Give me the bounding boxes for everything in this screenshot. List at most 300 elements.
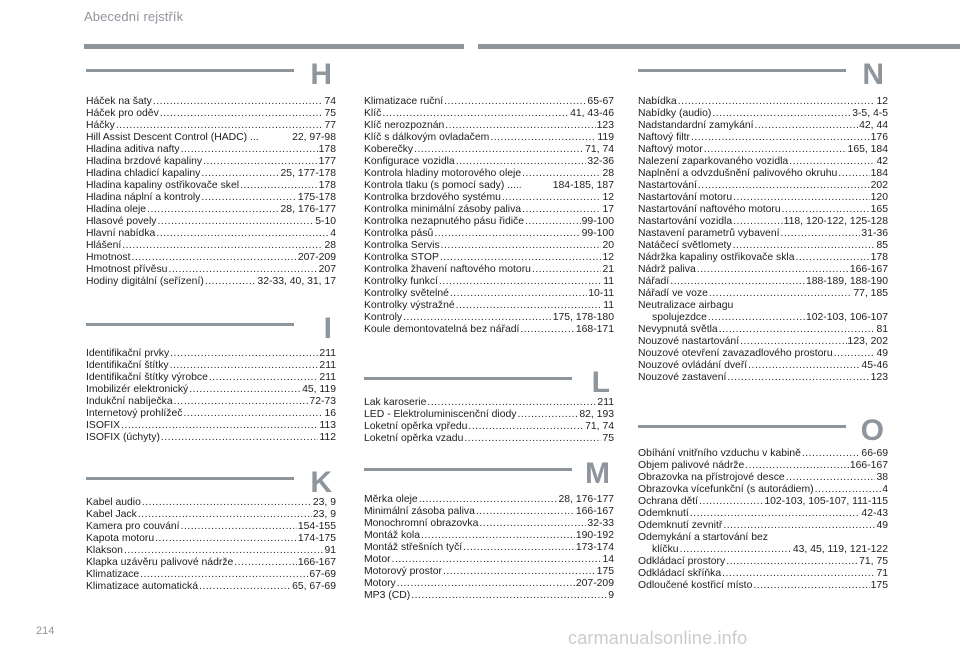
index-entry bbox=[364, 506, 614, 518]
dot-leader bbox=[502, 192, 602, 204]
index-entry bbox=[638, 264, 888, 276]
entry-term: Konfigurace vozidla bbox=[364, 156, 455, 167]
dot-leader bbox=[131, 252, 296, 264]
dot-leader bbox=[205, 276, 257, 288]
dot-leader bbox=[468, 421, 584, 433]
index-entry bbox=[638, 544, 888, 556]
entry-page-ref: 178 bbox=[318, 144, 336, 155]
entry-page-ref: 75 bbox=[324, 108, 336, 119]
entry-page-ref: 28 bbox=[602, 168, 614, 179]
entry-page-ref: 10-11 bbox=[588, 288, 614, 299]
index-entry bbox=[638, 156, 888, 168]
section-letter: O bbox=[860, 414, 884, 447]
entry-term: Klakson bbox=[86, 545, 123, 556]
dot-leader bbox=[490, 132, 596, 144]
dot-leader bbox=[753, 580, 869, 592]
entry-page-ref: 11 bbox=[603, 276, 614, 287]
dot-leader bbox=[786, 472, 876, 484]
entry-page-ref: 177 bbox=[318, 156, 336, 167]
dot-leader bbox=[181, 521, 297, 533]
entry-term: Nastartování motoru bbox=[638, 192, 733, 203]
section-letter: L bbox=[591, 366, 610, 399]
entry-term: Kontrolka Servis bbox=[364, 240, 440, 251]
entry-page-ref: 65, 67-69 bbox=[292, 581, 336, 592]
dot-leader bbox=[796, 252, 870, 264]
index-entry bbox=[86, 372, 336, 384]
entry-term: Koule demontovatelná bez nářadí bbox=[364, 324, 520, 335]
entry-term: Klapka uzávěru palivové nádrže bbox=[86, 557, 234, 568]
index-entry bbox=[86, 240, 336, 252]
index-entry bbox=[364, 192, 614, 204]
entry-page-ref: 41, 43-46 bbox=[570, 108, 614, 119]
index-entry bbox=[364, 180, 614, 192]
entry-page-ref: 154-155 bbox=[297, 521, 336, 532]
section-divider bbox=[86, 323, 294, 326]
dot-leader bbox=[690, 508, 861, 520]
entry-page-ref: 123, 202 bbox=[847, 336, 888, 347]
entry-page-ref: 45-46 bbox=[861, 360, 888, 371]
index-entry bbox=[638, 532, 888, 544]
index-entry bbox=[364, 144, 614, 156]
entry-term: Loketní opěrka vzadu bbox=[364, 433, 464, 444]
entry-page-ref: 190-192 bbox=[575, 530, 614, 541]
section-l bbox=[364, 366, 614, 444]
dot-leader bbox=[124, 545, 323, 557]
entry-term: Nouzové otevření zavazadlového prostoru bbox=[638, 348, 833, 359]
index-entry bbox=[364, 264, 614, 276]
dot-leader bbox=[209, 372, 319, 384]
dot-leader bbox=[815, 484, 882, 496]
page-header-title: Abecední rejstřík bbox=[84, 9, 184, 24]
entry-page-ref: 28, 176-177 bbox=[558, 494, 614, 505]
entry-page-ref: 32-33 bbox=[587, 518, 614, 529]
dot-leader bbox=[445, 120, 595, 132]
index-entry bbox=[86, 216, 336, 228]
dot-leader bbox=[733, 216, 782, 228]
section-header bbox=[638, 58, 888, 91]
index-entry bbox=[364, 252, 614, 264]
entry-term: Hladina chladicí kapaliny bbox=[86, 168, 201, 179]
dot-leader bbox=[138, 509, 312, 521]
dot-leader bbox=[802, 448, 861, 460]
index-entry bbox=[86, 348, 336, 360]
entry-page-ref: 71, 74 bbox=[585, 421, 614, 432]
entry-page-ref: 113 bbox=[319, 420, 336, 431]
entry-term: Kontrolka nezapnutého pásu řidiče bbox=[364, 216, 525, 227]
entry-term: Hlasové povely bbox=[86, 216, 157, 227]
entry-term: Nádrž paliva bbox=[638, 264, 696, 275]
entry-page-ref: 11 bbox=[603, 300, 614, 311]
index-entry bbox=[364, 566, 614, 578]
dot-leader bbox=[189, 384, 301, 396]
entry-page-ref: 175 bbox=[870, 580, 888, 591]
entry-page-ref: 31-36 bbox=[861, 228, 888, 239]
dot-leader bbox=[419, 494, 558, 506]
entry-term: Obrazovka vícefunkční (s autorádiem) bbox=[638, 484, 814, 495]
entry-list bbox=[638, 96, 888, 384]
entry-term: Identifikační štítky výrobce bbox=[86, 372, 208, 383]
entry-term: Nářadí bbox=[638, 276, 670, 287]
index-entry bbox=[364, 288, 614, 300]
index-entry bbox=[86, 180, 336, 192]
dot-leader bbox=[699, 496, 763, 508]
entry-page-ref: 71, 74 bbox=[585, 144, 614, 155]
section-letter: I bbox=[323, 312, 332, 345]
entry-term: Nouzové zastavení bbox=[638, 372, 727, 383]
entry-term: Nastartování vozidla bbox=[638, 216, 733, 227]
entry-page-ref: 9 bbox=[608, 590, 614, 601]
entry-term: Neutralizace airbagu bbox=[638, 300, 734, 311]
dot-leader bbox=[708, 312, 805, 324]
entry-page-ref: 91 bbox=[324, 545, 336, 556]
entry-term: Imobilizér elektronický bbox=[86, 384, 189, 395]
section-h bbox=[86, 58, 336, 287]
index-entry bbox=[638, 192, 888, 204]
entry-page-ref: 178 bbox=[318, 180, 336, 191]
index-entry bbox=[638, 348, 888, 360]
index-entry bbox=[86, 533, 336, 545]
entry-page-ref: 174-175 bbox=[297, 533, 336, 544]
entry-term: Kontrolka žhavení naftového motoru bbox=[364, 264, 531, 275]
dot-leader bbox=[525, 216, 581, 228]
section-letter: M bbox=[585, 457, 610, 490]
entry-page-ref: 4 bbox=[882, 484, 888, 495]
dot-leader bbox=[476, 506, 575, 518]
index-entry bbox=[638, 520, 888, 532]
dot-leader bbox=[203, 156, 318, 168]
entry-term: spolujezdce bbox=[652, 312, 707, 323]
index-entry bbox=[364, 228, 614, 240]
entry-term: Lak karoserie bbox=[364, 397, 427, 408]
dot-leader bbox=[421, 530, 575, 542]
section-i bbox=[86, 312, 336, 443]
index-entry bbox=[86, 432, 336, 444]
entry-term: Háček na šaty bbox=[86, 96, 152, 107]
entry-page-ref: 14 bbox=[602, 554, 614, 565]
index-entry bbox=[638, 276, 888, 288]
entry-term: Hill Assist Descent Control (HADC) ... bbox=[86, 132, 259, 143]
entry-list bbox=[638, 448, 888, 592]
entry-term: Indukční nabíječka bbox=[86, 396, 173, 407]
entry-page-ref: 102-103, 105-107, 111-115 bbox=[764, 496, 888, 507]
entry-page-ref: 12 bbox=[602, 252, 614, 263]
entry-term: Odkládací skříňka bbox=[638, 568, 722, 579]
section-header bbox=[638, 414, 888, 447]
index-entry bbox=[364, 421, 614, 433]
index-entry bbox=[364, 530, 614, 542]
entry-term: MP3 (CD) bbox=[364, 590, 411, 601]
dot-leader bbox=[834, 348, 876, 360]
index-entry bbox=[86, 132, 336, 144]
entry-term: klíčku bbox=[652, 544, 679, 555]
dot-leader bbox=[153, 96, 324, 108]
dot-leader bbox=[532, 264, 602, 276]
index-entry bbox=[638, 288, 888, 300]
entry-term: Obíhání vnitřního vzduchu v kabině bbox=[638, 448, 801, 459]
entry-term: Odemykání a startování bez bbox=[638, 532, 768, 543]
entry-page-ref: 178 bbox=[870, 252, 888, 263]
index-entry bbox=[364, 578, 614, 590]
entry-term: Nabídka bbox=[638, 96, 677, 107]
dot-leader bbox=[142, 497, 312, 509]
section-o bbox=[638, 414, 888, 591]
dot-leader bbox=[157, 216, 314, 228]
entry-page-ref: 67-69 bbox=[309, 569, 336, 580]
watermark-text: carmanualsonline.info bbox=[568, 628, 748, 648]
index-entry bbox=[638, 448, 888, 460]
index-entry bbox=[364, 590, 614, 602]
entry-term: Hmotnost přívěsu bbox=[86, 264, 168, 275]
entry-term: Naplnění a odvzdušnění palivového okruhu bbox=[638, 168, 838, 179]
entry-page-ref: 21 bbox=[602, 264, 614, 275]
entry-term: LED - Elektroluminiscenční diody bbox=[364, 409, 517, 420]
index-entry bbox=[86, 557, 336, 569]
index-entry bbox=[364, 312, 614, 324]
section-divider bbox=[364, 468, 572, 471]
dot-leader bbox=[745, 460, 849, 472]
index-entry bbox=[86, 252, 336, 264]
dot-leader bbox=[517, 409, 578, 421]
entry-page-ref: 42 bbox=[876, 156, 888, 167]
section-divider bbox=[86, 69, 294, 72]
dot-leader bbox=[161, 432, 319, 444]
entry-page-ref: 184 bbox=[870, 168, 888, 179]
index-entry bbox=[86, 276, 336, 288]
index-entry bbox=[86, 360, 336, 372]
entry-page-ref: 173-174 bbox=[575, 542, 614, 553]
entry-page-ref: 45, 119 bbox=[302, 384, 336, 395]
index-entry bbox=[638, 324, 888, 336]
entry-term: Odloučené kostřicí místo bbox=[638, 580, 753, 591]
index-entry bbox=[638, 556, 888, 568]
dot-leader bbox=[733, 240, 876, 252]
entry-page-ref: 81 bbox=[876, 324, 888, 335]
entry-page-ref: 166-167 bbox=[297, 557, 336, 568]
entry-page-ref: 32-33, 40, 31, 17 bbox=[257, 276, 336, 287]
entry-term: Motor bbox=[364, 554, 391, 565]
entry-term: Nářadí ve voze bbox=[638, 288, 708, 299]
entry-term: Internetový prohlížeč bbox=[86, 408, 183, 419]
dot-leader bbox=[520, 324, 574, 336]
dot-leader bbox=[723, 520, 875, 532]
dot-leader bbox=[183, 408, 323, 420]
index-entry bbox=[638, 204, 888, 216]
index-entry bbox=[86, 168, 336, 180]
dot-leader bbox=[140, 569, 308, 581]
dot-leader bbox=[755, 120, 859, 132]
entry-term: Hlavní nabídka bbox=[86, 228, 156, 239]
index-entry bbox=[638, 312, 888, 324]
entry-term: Montáž kola bbox=[364, 530, 421, 541]
entry-page-ref: 5-10 bbox=[315, 216, 336, 227]
dot-leader bbox=[382, 108, 569, 120]
dot-leader bbox=[201, 192, 296, 204]
entry-page-ref: 120 bbox=[870, 192, 888, 203]
entry-term: Nevypnutá světla bbox=[638, 324, 718, 335]
entry-term: Ochrana dětí bbox=[638, 496, 699, 507]
index-entry bbox=[638, 496, 888, 508]
entry-page-ref: 99-100 bbox=[581, 228, 614, 239]
entry-term: Kontrolka pásů bbox=[364, 228, 434, 239]
entry-page-ref: 16 bbox=[324, 408, 336, 419]
index-entry bbox=[364, 132, 614, 144]
entry-term: Odemknutí zevnitř bbox=[638, 520, 723, 531]
section-header bbox=[364, 366, 614, 399]
index-entry bbox=[638, 228, 888, 240]
dot-leader bbox=[704, 144, 847, 156]
entry-page-ref: 188-189, 188-190 bbox=[805, 276, 888, 287]
entry-page-ref: 77 bbox=[324, 120, 336, 131]
index-entry bbox=[638, 96, 888, 108]
dot-leader bbox=[719, 324, 876, 336]
entry-term: Hodiny digitální (seřízení) bbox=[86, 276, 204, 287]
entry-list bbox=[86, 96, 336, 288]
entry-page-ref: 17 bbox=[602, 204, 614, 215]
entry-page-ref: 99-100 bbox=[581, 216, 614, 227]
index-entry bbox=[364, 168, 614, 180]
entry-page-ref: 74 bbox=[324, 96, 336, 107]
entry-page-ref: 25, 177-178 bbox=[280, 168, 336, 179]
entry-term: Hladina náplní a kontroly bbox=[86, 192, 201, 203]
dot-leader bbox=[670, 276, 805, 288]
index-entry bbox=[86, 569, 336, 581]
dot-leader bbox=[479, 518, 586, 530]
entry-page-ref: 102-103, 106-107 bbox=[805, 312, 888, 323]
dot-leader bbox=[726, 556, 858, 568]
section-divider bbox=[638, 425, 846, 428]
entry-term: Montáž střešních tyčí bbox=[364, 542, 463, 553]
entry-term: Odemknutí bbox=[638, 508, 689, 519]
entry-term: ISOFIX bbox=[86, 420, 121, 431]
entry-term: Naftový motor bbox=[638, 144, 703, 155]
entry-page-ref: 207-209 bbox=[297, 252, 336, 263]
dot-leader bbox=[740, 336, 846, 348]
dot-leader bbox=[156, 228, 329, 240]
entry-term: Minimální zásoba paliva bbox=[364, 506, 475, 517]
entry-page-ref: 175-178 bbox=[297, 192, 336, 203]
dot-leader bbox=[439, 276, 602, 288]
dot-leader bbox=[440, 252, 602, 264]
entry-term: Kontrolka minimální zásoby paliva bbox=[364, 204, 522, 215]
entry-page-ref: 166-167 bbox=[849, 460, 888, 471]
dot-leader bbox=[160, 108, 324, 120]
entry-page-ref: 66-69 bbox=[861, 448, 888, 459]
index-entry bbox=[364, 300, 614, 312]
entry-page-ref: 166-167 bbox=[849, 264, 888, 275]
entry-term: Obrazovka na přístrojové desce bbox=[638, 472, 785, 483]
entry-term: Naftový filtr bbox=[638, 132, 690, 143]
entry-term: Nastartování naftového motoru bbox=[638, 204, 781, 215]
index-entry bbox=[364, 108, 614, 120]
dot-leader bbox=[522, 168, 601, 180]
section-header bbox=[86, 58, 336, 91]
entry-term: Háček pro oděv bbox=[86, 108, 159, 119]
entry-term: Objem palivové nádrže bbox=[638, 460, 745, 471]
index-entry bbox=[638, 508, 888, 520]
entry-term: Kontrola hladiny motorového oleje bbox=[364, 168, 522, 179]
dot-leader bbox=[170, 360, 319, 372]
entry-page-ref: 175, 178-180 bbox=[552, 312, 614, 323]
entry-term: Nabídky (audio) bbox=[638, 108, 712, 119]
entry-term: Klimatizace automatická bbox=[86, 581, 199, 592]
entry-page-ref: 175 bbox=[596, 566, 614, 577]
entry-term: Nastartování bbox=[638, 180, 697, 191]
dot-leader bbox=[411, 590, 607, 602]
index-entry bbox=[86, 108, 336, 120]
index-entry bbox=[638, 568, 888, 580]
entry-page-ref: 166-167 bbox=[575, 506, 614, 517]
entry-term: Monochromní obrazovka bbox=[364, 518, 479, 529]
dot-leader bbox=[170, 348, 318, 360]
index-entry bbox=[86, 264, 336, 276]
index-entry bbox=[638, 240, 888, 252]
index-entry bbox=[364, 554, 614, 566]
dot-leader bbox=[444, 96, 586, 108]
dot-leader bbox=[680, 544, 792, 556]
entry-page-ref: 119 bbox=[597, 132, 614, 143]
index-entry bbox=[364, 433, 614, 445]
entry-term: Kontrolka STOP bbox=[364, 252, 439, 263]
dot-leader bbox=[789, 156, 875, 168]
entry-page-ref: 207 bbox=[318, 264, 336, 275]
dot-leader bbox=[414, 144, 584, 156]
dot-leader bbox=[733, 192, 870, 204]
entry-page-ref: 28 bbox=[324, 240, 336, 251]
index-entry bbox=[86, 497, 336, 509]
entry-term: Kabel Jack bbox=[86, 509, 137, 520]
section-header bbox=[364, 457, 614, 490]
dot-leader bbox=[434, 228, 580, 240]
entry-term: Kamera pro couvání bbox=[86, 521, 180, 532]
index-entry bbox=[638, 180, 888, 192]
dot-leader bbox=[441, 240, 602, 252]
dot-leader bbox=[443, 566, 596, 578]
index-entry bbox=[86, 396, 336, 408]
entry-list bbox=[86, 348, 336, 444]
entry-page-ref: 22, 97-98 bbox=[292, 132, 336, 143]
index-entry bbox=[86, 204, 336, 216]
entry-page-ref: 20 bbox=[602, 240, 614, 251]
header-divider-right bbox=[478, 44, 960, 49]
index-entry bbox=[86, 156, 336, 168]
entry-list bbox=[364, 494, 614, 602]
entry-term: Hlášení bbox=[86, 240, 122, 251]
index-entry bbox=[86, 144, 336, 156]
entry-term: Klíč bbox=[364, 108, 382, 119]
entry-term: Kontrolky světelné bbox=[364, 288, 449, 299]
entry-page-ref: 168-171 bbox=[575, 324, 614, 335]
entry-page-ref: 38 bbox=[876, 472, 888, 483]
entry-term: Nouzové nastartování bbox=[638, 336, 740, 347]
header-divider-left bbox=[84, 44, 464, 49]
entry-page-ref: 123 bbox=[596, 120, 614, 131]
index-entry bbox=[638, 252, 888, 264]
entry-term: Odkládací prostory bbox=[638, 556, 726, 567]
index-entry bbox=[364, 494, 614, 506]
entry-term: Kontroly bbox=[364, 312, 403, 323]
entry-page-ref: 75 bbox=[602, 433, 614, 444]
index-entry bbox=[638, 336, 888, 348]
dot-leader bbox=[709, 288, 852, 300]
entry-page-ref: 118, 120-122, 125-128 bbox=[783, 216, 888, 227]
entry-page-ref: 82, 193 bbox=[579, 409, 614, 420]
index-entry bbox=[364, 204, 614, 216]
entry-page-ref: 71 bbox=[876, 568, 888, 579]
entry-page-ref: 32-36 bbox=[587, 156, 614, 167]
dot-leader bbox=[698, 180, 870, 192]
entry-term: Natáčecí světlomety bbox=[638, 240, 732, 251]
dot-leader bbox=[748, 360, 860, 372]
